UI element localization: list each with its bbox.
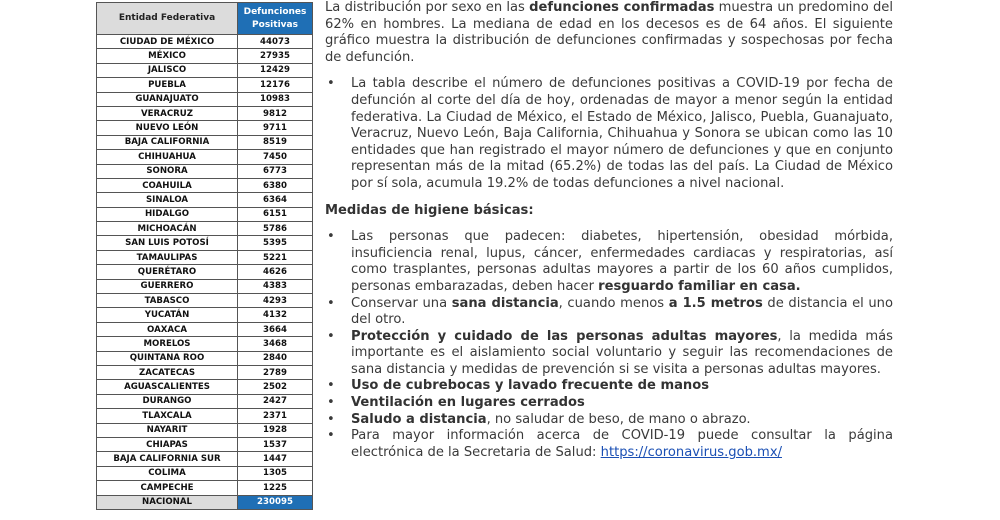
- table-row: [97, 121, 313, 135]
- state-name-cell: MÉXICO: [97, 49, 238, 63]
- deaths-value-cell: 9711: [238, 121, 313, 135]
- table-row: [97, 164, 313, 178]
- table-body: [97, 35, 313, 510]
- table-row: [97, 49, 313, 63]
- table-row: [97, 207, 313, 221]
- bullet-item-vulnerable: • Las personas que padecen: diabetes, hipertensión, obesidad mórbida, insuficiencia renal, lupus, cáncer, enfermedades cardiacas y respiratorias, así como trasplantes, personas adultas mayores a partir de los 60 años cumplidos, personas embarazadas, deben hacer resguardo familiar en casa.: [327, 229, 893, 294]
- state-name-cell: CHIAPAS: [97, 437, 238, 451]
- table-row: [97, 466, 313, 480]
- coronavirus-link[interactable]: https://coronavirus.gob.mx/: [600, 444, 782, 460]
- table-row: [97, 135, 313, 149]
- deaths-value-cell: 4383: [238, 279, 313, 293]
- deaths-value-cell: 3664: [238, 322, 313, 336]
- deaths-value-cell: 1305: [238, 466, 313, 480]
- deaths-value-cell: 7450: [238, 150, 313, 164]
- table-row: [97, 150, 313, 164]
- table-row: [97, 409, 313, 423]
- deaths-value-cell: 12429: [238, 63, 313, 77]
- table-row: [97, 481, 313, 495]
- deaths-value-cell: 6380: [238, 178, 313, 192]
- table-row: [97, 250, 313, 264]
- table-row: [97, 308, 313, 322]
- header-deaths: [238, 3, 313, 35]
- state-name-cell: MICHOACÁN: [97, 222, 238, 236]
- table-header-row: [97, 3, 313, 35]
- bullet-item-elderly: • Protección y cuidado de las personas adultas mayores, la medida más importante es el aislamiento social voluntario y seguir las recomendaciones de sana distancia y medidas de prevención si se visita a personas adultas mayores.: [327, 328, 894, 377]
- table-description-paragraph: • La tabla describe el número de defunciones positivas a COVID-19 por fecha de defunción al corte del día de hoy, ordenadas de mayor a menor según la entidad federativa. La Ciudad de México, el Estado de México, Jalisco, Puebla, Guanajuato, Veracruz, Nuevo León, Baja California, Chihuahua y Sonora se ubican como las 10 entidades que han registrado el mayor número de defunciones y que en conjunto representan más de la mitad (65.2%) de todas las del país. La Ciudad de México por sí sola, acumula 19.2% de todas defunciones a nivel nacional.: [327, 76, 893, 191]
- hygiene-heading: Medidas de higiene básicas:: [325, 202, 534, 218]
- state-name-cell: TLAXCALA: [97, 409, 238, 423]
- table-row: [97, 222, 313, 236]
- state-name-cell: COLIMA: [97, 466, 238, 480]
- bullet-item-ventilation: • Ventilación en lugares cerrados: [327, 395, 585, 411]
- deaths-value-cell: 44073: [238, 35, 313, 49]
- deaths-value-cell: 5395: [238, 236, 313, 250]
- table-row: [97, 106, 313, 120]
- deaths-value-cell: 4132: [238, 308, 313, 322]
- state-name-cell: PUEBLA: [97, 78, 238, 92]
- table-row: [97, 265, 313, 279]
- intro-paragraph: La distribución por sexo en las defunciones confirmadas muestra un predomino del 62% en hombres. La mediana de edad en los decesos es de 64 años. El siguiente gráfico muestra la distribución de defunciones confirmadas y sospechosas por fecha de defunción.: [325, 0, 893, 65]
- state-name-cell: AGUASCALIENTES: [97, 380, 238, 394]
- table-row: [97, 394, 313, 408]
- table-row: [97, 437, 313, 451]
- state-name-cell: NUEVO LEÓN: [97, 121, 238, 135]
- table-row: [97, 92, 313, 106]
- deaths-value-cell: 10983: [238, 92, 313, 106]
- state-name-cell: CHIHUAHUA: [97, 150, 238, 164]
- state-name-cell: NAYARIT: [97, 423, 238, 437]
- deaths-value-cell: 2502: [238, 380, 313, 394]
- bullet-item-distance: • Conservar una sana distancia, cuando menos a 1.5 metros de distancia el uno del otro.: [327, 295, 893, 328]
- state-name-cell: TAMAULIPAS: [97, 250, 238, 264]
- header-deaths-line1: Defunciones: [243, 6, 307, 17]
- deaths-value-cell: 3468: [238, 337, 313, 351]
- table-row: [97, 78, 313, 92]
- state-name-cell: SONORA: [97, 164, 238, 178]
- total-value-cell: 230095: [238, 495, 313, 509]
- table-row: [97, 351, 313, 365]
- bullet-icon: •: [327, 328, 335, 344]
- deaths-value-cell: 8519: [238, 135, 313, 149]
- table-row: [97, 35, 313, 49]
- deaths-value-cell: 12176: [238, 78, 313, 92]
- state-name-cell: BAJA CALIFORNIA SUR: [97, 452, 238, 466]
- deaths-value-cell: 1447: [238, 452, 313, 466]
- state-name-cell: SINALOA: [97, 193, 238, 207]
- bullet-item-greeting: • Saludo a distancia, no saludar de beso, de mano o abrazo.: [327, 411, 751, 427]
- bullet-item-more-info: • Para mayor información acerca de COVID-19 puede consultar la página electrónica de la Secretaria de Salud: https://coronavirus.gob.mx/: [327, 428, 893, 460]
- table-row: [97, 236, 313, 250]
- deaths-value-cell: 6364: [238, 193, 313, 207]
- bullet-icon: •: [327, 378, 335, 394]
- state-name-cell: TABASCO: [97, 294, 238, 308]
- state-name-cell: CAMPECHE: [97, 481, 238, 495]
- deaths-value-cell: 2840: [238, 351, 313, 365]
- total-label-cell: NACIONAL: [97, 495, 238, 509]
- table-row: [97, 178, 313, 192]
- state-name-cell: QUERÉTARO: [97, 265, 238, 279]
- table-row: [97, 337, 313, 351]
- state-name-cell: DURANGO: [97, 394, 238, 408]
- state-name-cell: COAHUILA: [97, 178, 238, 192]
- state-name-cell: CIUDAD DE MÉXICO: [97, 35, 238, 49]
- state-name-cell: ZACATECAS: [97, 365, 238, 379]
- table-row: [97, 423, 313, 437]
- deaths-value-cell: 5786: [238, 222, 313, 236]
- state-name-cell: YUCATÁN: [97, 308, 238, 322]
- table-row: [97, 322, 313, 336]
- header-deaths-line2: Positivas: [252, 19, 298, 30]
- deaths-by-state-table: [96, 2, 313, 510]
- bullet-icon: •: [327, 411, 335, 427]
- table-row: [97, 193, 313, 207]
- state-name-cell: QUINTANA ROO: [97, 351, 238, 365]
- table-row: [97, 279, 313, 293]
- deaths-value-cell: 9812: [238, 106, 313, 120]
- state-name-cell: BAJA CALIFORNIA: [97, 135, 238, 149]
- deaths-value-cell: 4626: [238, 265, 313, 279]
- deaths-value-cell: 2371: [238, 409, 313, 423]
- deaths-value-cell: 5221: [238, 250, 313, 264]
- state-name-cell: MORELOS: [97, 337, 238, 351]
- deaths-value-cell: 4293: [238, 294, 313, 308]
- state-name-cell: GUERRERO: [97, 279, 238, 293]
- state-name-cell: HIDALGO: [97, 207, 238, 221]
- bullet-icon: •: [327, 76, 335, 92]
- table-total-row: [97, 495, 313, 509]
- bullet-icon: •: [327, 395, 335, 411]
- state-name-cell: GUANAJUATO: [97, 92, 238, 106]
- body-text: [325, 0, 893, 461]
- state-name-cell: JALISCO: [97, 63, 238, 77]
- header-entity: Entidad Federativa: [97, 3, 238, 35]
- bullet-icon: •: [327, 229, 335, 245]
- table-row: [97, 452, 313, 466]
- bullet-icon: •: [327, 295, 335, 311]
- table-row: [97, 63, 313, 77]
- deaths-value-cell: 1928: [238, 423, 313, 437]
- state-name-cell: SAN LUIS POTOSÍ: [97, 236, 238, 250]
- deaths-value-cell: 1537: [238, 437, 313, 451]
- deaths-value-cell: 2789: [238, 365, 313, 379]
- bullet-item-masks: • Uso de cubrebocas y lavado frecuente de manos: [327, 378, 710, 394]
- table-row: [97, 380, 313, 394]
- state-name-cell: OAXACA: [97, 322, 238, 336]
- deaths-value-cell: 2427: [238, 394, 313, 408]
- table-row: [97, 294, 313, 308]
- deaths-value-cell: 6773: [238, 164, 313, 178]
- bullet-icon: •: [327, 428, 335, 444]
- table-row: [97, 365, 313, 379]
- deaths-value-cell: 6151: [238, 207, 313, 221]
- state-name-cell: VERACRUZ: [97, 106, 238, 120]
- deaths-value-cell: 1225: [238, 481, 313, 495]
- deaths-value-cell: 27935: [238, 49, 313, 63]
